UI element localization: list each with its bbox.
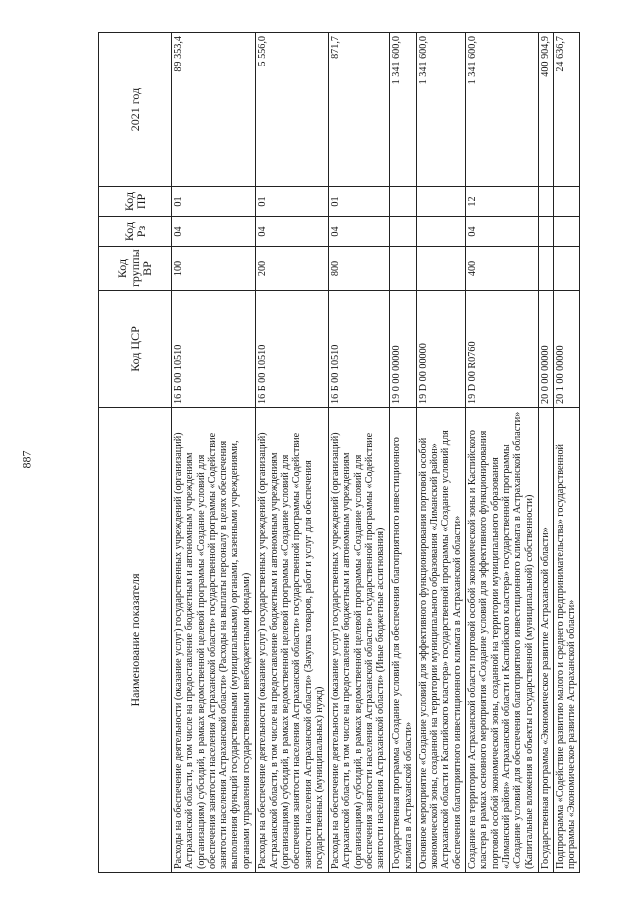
row-indicator-name: Расходы на обеспечение деятельности (оказание услуг) государственных учреждений (организаций) Астраханской области, в том числе на предоставление бюджетным и автономным учреждениям (организациям) субсидий, в рамках ведомственной целевой программы «Создание условий для обеспечения занятости населения Астраханской области» государственной программы «Содействие занятости населения Астраханской области» (Иные бюджетные ассигнования) — [329, 408, 390, 873]
table-row — [256, 33, 329, 873]
row-indicator-name: Создание на территории Астраханской области портовой особой экономической зоны и Каспийского кластера в рамках основного мероприятия «Создание условий для эффективного функционирования портовой особой экономической зоны, созданной на территории муниципального образования «Лиманский район» Астраханской области и Каспийского кластера» государственной программы «Создание условий для обеспечения благоприятного инвестиционного климата в Астраханской области» (Капитальные вложения в объекты государственной (муниципальной) собственности) — [466, 408, 539, 873]
row-pr-code: 01 — [256, 187, 329, 217]
table-row — [329, 33, 390, 873]
row-pr-code: 01 — [172, 187, 256, 217]
row-amount: 5 556,0 — [256, 33, 329, 187]
row-csr-code: 20 0 00 00000 — [538, 291, 553, 408]
row-amount: 89 353,4 — [172, 33, 256, 187]
row-amount: 400 904,9 — [538, 33, 553, 187]
budget-allocation-table — [98, 32, 580, 873]
row-pr-code: 12 — [466, 187, 539, 217]
row-rz-code: 04 — [172, 217, 256, 247]
table-row — [538, 33, 553, 873]
row-rz-code — [416, 217, 466, 247]
row-csr-code: 20 1 00 00000 — [553, 291, 579, 408]
row-pr-code — [390, 187, 416, 217]
row-amount: 1 341 600,0 — [416, 33, 466, 187]
row-pr-code — [538, 187, 553, 217]
rotated-page-content — [98, 33, 580, 873]
table-row — [466, 33, 539, 873]
row-vr-code: 100 — [172, 247, 256, 291]
row-vr-code: 200 — [256, 247, 329, 291]
row-indicator-name: Расходы на обеспечение деятельности (оказание услуг) государственных учреждений (организаций) Астраханской области, в том числе на предоставление бюджетным и автономным учреждениям (организациям) субсидий, в рамках ведомственной целевой программы «Создание условий для обеспечения занятости населения Астраханской области» государственной программы «Содействие занятости населения Астраханской области» (Закупка товаров, работ и услуг для обеспечения государственных (муниципальных) нужд) — [256, 408, 329, 873]
row-pr-code — [553, 187, 579, 217]
row-vr-code — [538, 247, 553, 291]
row-csr-code: 19 0 00 00000 — [390, 291, 416, 408]
row-vr-code — [416, 247, 466, 291]
row-amount: 1 341 600,0 — [466, 33, 539, 187]
row-vr-code: 400 — [466, 247, 539, 291]
row-rz-code: 04 — [329, 217, 390, 247]
row-csr-code: 16 Б 00 10510 — [256, 291, 329, 408]
row-rz-code — [390, 217, 416, 247]
row-vr-code — [553, 247, 579, 291]
row-indicator-name: Основное мероприятие «Создание условий для эффективного функционирования портовой особой экономической зоны, созданной на территории муниципального образования «Лиманский район» Астраханской области и Каспийского кластера» государственной программы «Создание условий для обеспечения благоприятного инвестиционного климата в Астраханской области» — [416, 408, 466, 873]
table-row — [416, 33, 466, 873]
page-number: 887 — [19, 450, 34, 469]
row-vr-code: 800 — [329, 247, 390, 291]
row-csr-code: 19 D 00 00000 — [416, 291, 466, 408]
row-indicator-name: Подпрограмма «Содействие развитию малого и среднего предпринимательства» государственной программы «Экономическое развитие Астраханской области» — [553, 408, 579, 873]
row-rz-code — [553, 217, 579, 247]
row-amount: 1 341 600,0 — [390, 33, 416, 187]
table-row — [553, 33, 579, 873]
header-vr-code: Код группы ВР — [99, 247, 172, 291]
row-indicator-name: Расходы на обеспечение деятельности (оказание услуг) государственных учреждений (организаций) Астраханской области, в том числе на предоставление бюджетным и автономным учреждениям (организациям) субсидий, в рамках ведомственной целевой программы «Создание условий для обеспечения занятости населения Астраханской области» государственной программы «Содействие занятости населения Астраханской области» (Расходы на выплаты персоналу в целях обеспечения выполнения функций государственными (муниципальными) органами, казенными учреждениями, органами управления государственными внебюджетными фондами) — [172, 408, 256, 873]
row-pr-code — [416, 187, 466, 217]
header-rz-code: Код Рз — [99, 217, 172, 247]
row-amount: 24 636,7 — [553, 33, 579, 187]
row-vr-code — [390, 247, 416, 291]
header-year-2021: 2021 год — [99, 33, 172, 187]
row-rz-code: 04 — [256, 217, 329, 247]
header-pr-code: Код ПР — [99, 187, 172, 217]
table-row — [172, 33, 256, 873]
table-header-row — [99, 33, 172, 873]
header-indicator-name: Наименование показателя — [99, 408, 172, 873]
row-csr-code: 19 D 00 R0760 — [466, 291, 539, 408]
row-rz-code: 04 — [466, 217, 539, 247]
row-indicator-name: Государственная программа «Экономическое развитие Астраханской области» — [538, 408, 553, 873]
row-rz-code — [538, 217, 553, 247]
row-amount: 871,7 — [329, 33, 390, 187]
row-csr-code: 16 Б 00 10510 — [329, 291, 390, 408]
row-indicator-name: Государственная программа «Создание условий для обеспечения благоприятного инвестиционного климата в Астраханской области» — [390, 408, 416, 873]
table-row — [390, 33, 416, 873]
row-csr-code: 16 Б 00 10510 — [172, 291, 256, 408]
row-pr-code: 01 — [329, 187, 390, 217]
header-csr-code: Код ЦСР — [99, 291, 172, 408]
